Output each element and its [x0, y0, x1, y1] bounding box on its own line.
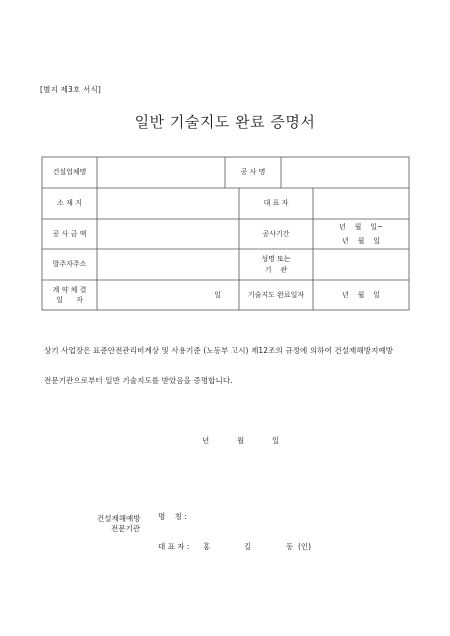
client-address-label: 발주자주소 — [52, 260, 87, 269]
period-end-date: 년 월 일 — [341, 236, 381, 245]
certification-text-line2: 전문기관으로부터 일반 기술지도를 받았음을 증명합니다. — [44, 376, 233, 385]
address-label: 소 재 지 — [57, 199, 82, 208]
certification-text-line1: 상기 사업장은 표준안전관리비계상 및 사용기준 (노동부 고시) 제12조의 규정에 의하여 건설재해방지예방 — [44, 346, 394, 355]
address-field[interactable] — [97, 188, 239, 219]
issue-date-day: 일 — [272, 436, 280, 445]
period-start-date: 년 월 일~ — [339, 223, 383, 231]
issue-date-month: 월 — [237, 436, 245, 445]
client-name-label — [239, 249, 313, 280]
completion-date-label: 기술지도 완료일자 — [247, 290, 305, 299]
completion-date-field[interactable]: 년 월 일 — [341, 290, 381, 299]
contract-date-field[interactable] — [97, 280, 239, 310]
representative-name-char1: 홍 — [203, 542, 211, 551]
issuing-org-label-line1: 건설재해예방 — [97, 514, 141, 523]
document-title: 일반 기술지도 완료 증명서 — [134, 113, 316, 131]
representative-label: 대 표 자 — [263, 199, 289, 208]
construction-period-field[interactable] — [313, 219, 409, 249]
form-number-label: [별지 제3호 서식] — [40, 85, 102, 94]
contract-date-label-line2: 일 자 — [56, 296, 83, 304]
representative-name-char3: 동 — [286, 542, 294, 551]
representative-name-char2: 길 — [244, 542, 252, 551]
client-name-field[interactable] — [313, 249, 409, 280]
company-name-label: 건설업체명 — [52, 168, 87, 177]
contract-amount-label: 공 사 금 액 — [52, 229, 87, 238]
issuing-org-label-line2: 전문기관 — [111, 524, 140, 533]
client-name-label-line2: 기 관 — [264, 265, 288, 274]
site-name-label: 공 사 명 — [240, 168, 266, 177]
site-name-field[interactable] — [281, 157, 409, 188]
representative-field[interactable] — [313, 188, 409, 219]
contract-date-day: 일 — [214, 290, 221, 299]
company-name-field[interactable] — [97, 157, 225, 188]
contract-amount-field[interactable] — [97, 219, 239, 249]
org-name-label: 명 칭 : — [158, 512, 187, 521]
representative-sign-label: 대 표 자 : — [158, 542, 190, 551]
construction-period-label: 공사기간 — [262, 229, 290, 238]
issue-date-year: 년 — [202, 436, 210, 445]
seal-mark: (인) — [298, 542, 312, 551]
client-address-field[interactable] — [97, 249, 239, 280]
contract-date-label — [42, 280, 97, 310]
contract-date-label-line1: 계 약 체 결 — [52, 285, 87, 294]
client-name-label-line1: 성명 또는 — [261, 255, 291, 263]
